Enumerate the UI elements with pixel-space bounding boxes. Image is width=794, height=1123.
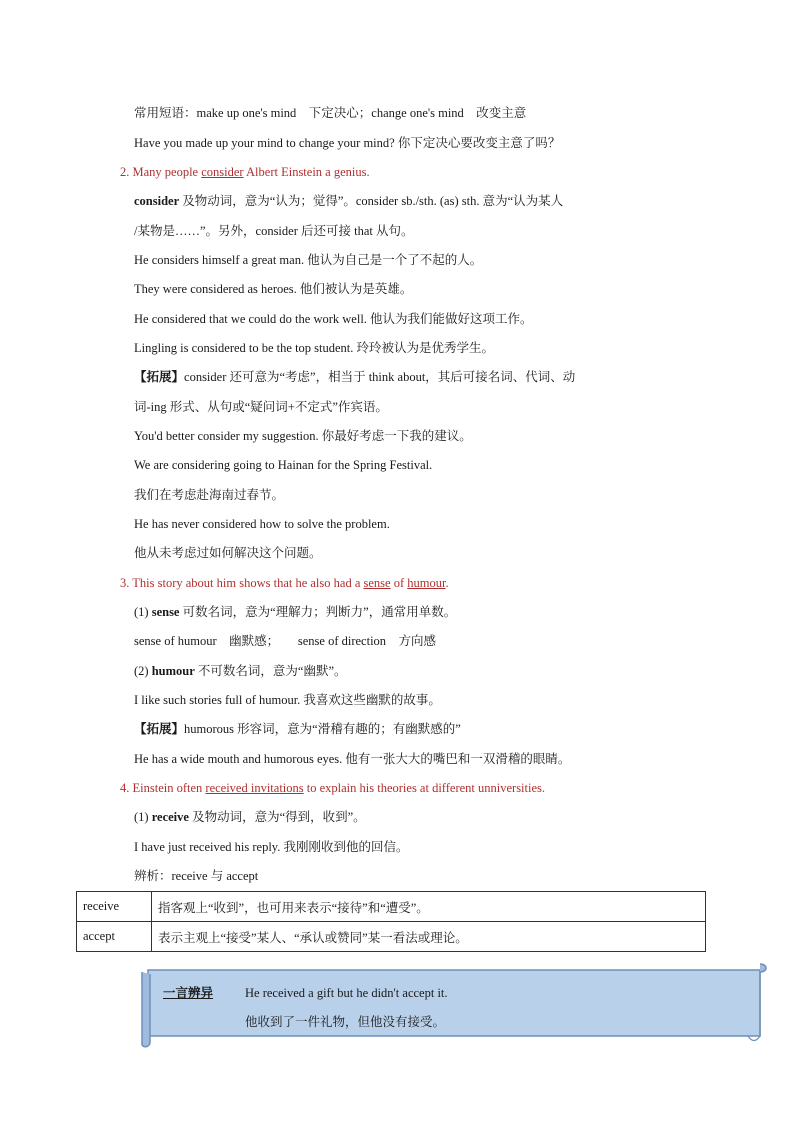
- scroll-banner-shape: [140, 962, 768, 1048]
- explanation-line: (1) receive 及物动词，意为“得到，收到”。: [134, 810, 366, 824]
- example-line: He considered that we could do the work well. 他认为我们能做好这项工作。: [134, 312, 533, 326]
- example-line: They were considered as heroes. 他们被认为是英雄。: [134, 282, 413, 296]
- example-line: He has never considered how to solve the problem.: [134, 517, 390, 531]
- example-line: We are considering going to Hainan for the Spring Festival.: [134, 458, 433, 472]
- table-cell-word: receive: [77, 892, 152, 922]
- sentence-3-heading: 3. This story about him shows that he also had a sense of humour.: [120, 576, 449, 590]
- table-row: [77, 892, 706, 922]
- explanation-line: (1) sense 可数名词，意为“理解力；判断力”，通常用单数。: [134, 605, 457, 619]
- comparison-heading: 辨析：receive 与 accept: [134, 869, 259, 883]
- example-line: You'd better consider my suggestion. 你最好考虑一下我的建议。: [134, 429, 472, 443]
- example-line: He has a wide mouth and humorous eyes. 他有一张大大的嘴巴和一双滑稽的眼睛。: [134, 752, 571, 766]
- phrase-line: sense of humour 幽默感； sense of direction 方向感: [134, 634, 437, 648]
- extension-line: 【拓展】consider 还可意为“考虑”，相当于 think about，其后可接名词、代词、动: [134, 370, 576, 384]
- scroll-banner: [140, 962, 768, 1048]
- example-line: Have you made up your mind to change your mind? 你下定决心要改变主意了吗？: [134, 136, 561, 150]
- table-row: [77, 922, 706, 952]
- translation-line: 他从未考虑过如何解决这个问题。: [134, 546, 322, 560]
- sentence-2-heading: 2. Many people consider Albert Einstein a genius.: [120, 165, 370, 179]
- explanation-line: /某物是……”。另外，consider 后还可接 that 从句。: [134, 224, 414, 238]
- comparison-table: [76, 891, 706, 952]
- table-cell-desc: 指客观上“收到”，也可用来表示“接待”和“遭受”。: [152, 892, 706, 922]
- explanation-line: (2) humour 不可数名词，意为“幽默”。: [134, 664, 347, 678]
- note-title: 一言辨异: [163, 986, 214, 1000]
- example-line: Lingling is considered to be the top student. 玲玲被认为是优秀学生。: [134, 341, 495, 355]
- table-cell-desc: 表示主观上“接受”某人、“承认或赞同”某一看法或理论。: [152, 922, 706, 952]
- sentence-4-heading: 4. Einstein often received invitations to explain his theories at different unniversities.: [120, 781, 546, 795]
- example-line: He considers himself a great man. 他认为自己是一个了不起的人。: [134, 253, 483, 267]
- translation-line: 我们在考虑赴海南过春节。: [134, 488, 285, 502]
- extension-line: 【拓展】humorous 形容词，意为“滑稽有趣的；有幽默感的”: [134, 722, 461, 736]
- note-chinese: 他收到了一件礼物，但他没有接受。: [245, 1015, 446, 1029]
- explanation-line: consider 及物动词，意为“认为；觉得”。consider sb./sth. (as) sth. 意为“认为某人: [134, 194, 564, 208]
- example-line: I have just received his reply. 我刚刚收到他的回信。: [134, 840, 409, 854]
- note-english: He received a gift but he didn't accept it.: [245, 986, 448, 1000]
- explanation-line: 词-ing 形式、从句或“疑问词+不定式”作宾语。: [134, 400, 388, 414]
- table-cell-word: accept: [77, 922, 152, 952]
- phrase-line: 常用短语：make up one's mind 下定决心；change one's mind 改变主意: [134, 106, 527, 120]
- example-line: I like such stories full of humour. 我喜欢这些幽默的故事。: [134, 693, 441, 707]
